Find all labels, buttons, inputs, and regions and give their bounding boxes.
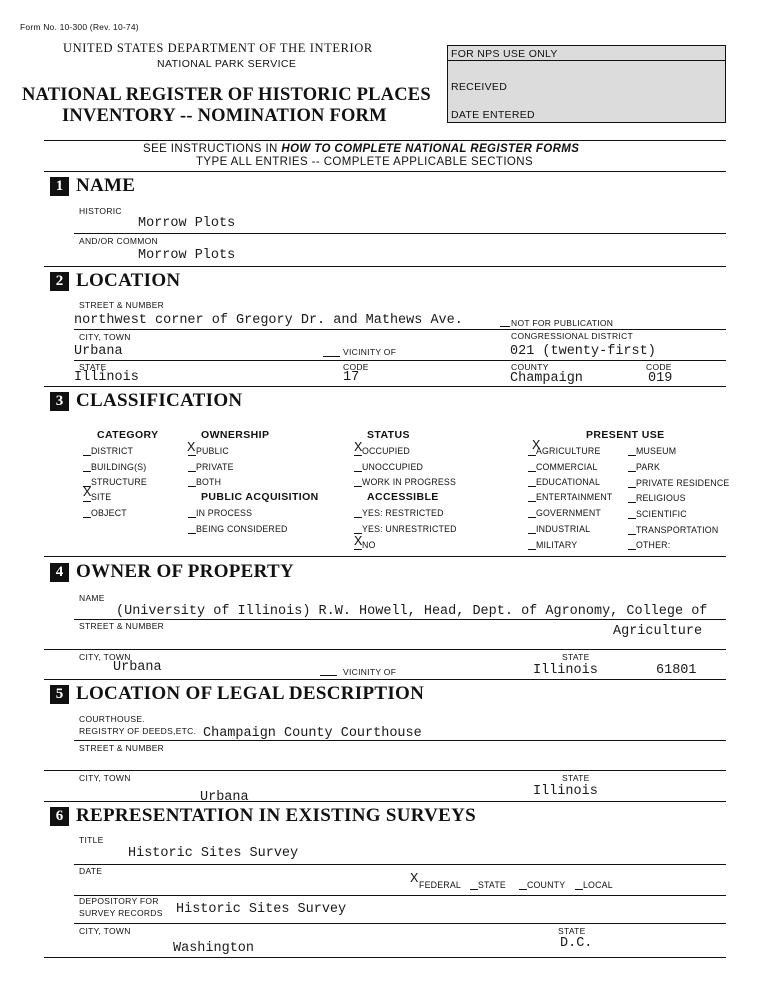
use-industrial[interactable] bbox=[528, 524, 590, 534]
use-military[interactable] bbox=[528, 540, 577, 550]
status-unoccupied-label: UNOCCUPIED bbox=[361, 462, 424, 472]
state-label: STATE bbox=[79, 362, 107, 372]
accessible-no[interactable] bbox=[354, 540, 376, 550]
common-name-value: Morrow Plots bbox=[138, 248, 236, 263]
use-entertainment[interactable] bbox=[528, 492, 613, 502]
accessible-yes-unrestricted[interactable] bbox=[354, 524, 457, 534]
vicinity-label: VICINITY OF bbox=[343, 347, 397, 357]
legal-city-value: Urbana bbox=[200, 790, 249, 805]
nps-box-divider bbox=[447, 60, 726, 61]
use-agriculture-checkmark: X bbox=[532, 438, 541, 454]
status-heading: STATUS bbox=[367, 429, 410, 441]
ownership-public-label: PUBLIC bbox=[195, 446, 229, 456]
section5-rule bbox=[44, 679, 726, 680]
instructions-line1 bbox=[143, 143, 579, 155]
survey-state[interactable] bbox=[470, 880, 506, 890]
depository-value: Historic Sites Survey bbox=[176, 902, 347, 917]
survey-state-label: STATE bbox=[477, 880, 506, 890]
instructions-line1-text: SEE INSTRUCTIONS IN bbox=[143, 143, 282, 155]
depository-label-line2: SURVEY RECORDS bbox=[79, 908, 163, 918]
category-structure-label: STRUCTURE bbox=[90, 477, 147, 487]
use-other-label: OTHER: bbox=[635, 540, 671, 550]
use-industrial-label: INDUSTRIAL bbox=[535, 524, 591, 534]
ownership-both-label: BOTH bbox=[195, 477, 222, 487]
courthouse-value: Champaign County Courthouse bbox=[203, 726, 422, 741]
section4-title: OWNER OF PROPERTY bbox=[76, 561, 295, 582]
legal-street-label: STREET & NUMBER bbox=[79, 743, 165, 753]
section6-rule bbox=[44, 801, 726, 802]
section4-rule bbox=[44, 556, 726, 557]
acquisition-in-process[interactable] bbox=[188, 508, 252, 518]
instructions-line1-emphasis: HOW TO COMPLETE NATIONAL REGISTER FORMS bbox=[281, 143, 580, 155]
county-code-label: CODE bbox=[646, 362, 672, 372]
street-number-label: STREET & NUMBER bbox=[79, 300, 165, 310]
use-entertainment-label: ENTERTAINMENT bbox=[535, 492, 613, 502]
accessible-heading: ACCESSIBLE bbox=[367, 491, 439, 503]
use-transportation[interactable] bbox=[628, 525, 718, 535]
historic-name-value: Morrow Plots bbox=[138, 216, 236, 231]
use-religious-label: RELIGIOUS bbox=[635, 493, 686, 503]
status-occupied-checkmark: X bbox=[354, 440, 363, 456]
category-site-checkmark: X bbox=[83, 485, 92, 501]
depository-label-line1: DEPOSITORY FOR bbox=[79, 896, 159, 906]
survey-city-label: CITY, TOWN bbox=[79, 926, 131, 936]
city-underline bbox=[74, 360, 726, 361]
owner-vicinity-blank bbox=[320, 675, 337, 676]
form-title-line2: INVENTORY -- NOMINATION FORM bbox=[62, 106, 387, 126]
department-name: UNITED STATES DEPARTMENT OF THE INTERIOR bbox=[63, 41, 373, 55]
owner-name-underline bbox=[74, 619, 726, 620]
owner-state-value: Illinois bbox=[533, 663, 598, 678]
nps-received-label: RECEIVED bbox=[451, 81, 508, 93]
section6-number: 6 bbox=[50, 807, 69, 826]
section1-number: 1 bbox=[50, 177, 69, 196]
acquisition-being-considered-label: BEING CONSIDERED bbox=[195, 524, 288, 534]
county-label: COUNTY bbox=[511, 362, 549, 372]
service-name: NATIONAL PARK SERVICE bbox=[157, 58, 297, 70]
acquisition-being-considered[interactable] bbox=[188, 524, 288, 534]
survey-state-value: D.C. bbox=[560, 936, 593, 951]
form-number: Form No. 10-300 (Rev. 10-74) bbox=[20, 22, 139, 32]
not-for-publication-label: NOT FOR PUBLICATION bbox=[511, 318, 614, 328]
use-other[interactable] bbox=[628, 540, 670, 550]
survey-title-label: TITLE bbox=[79, 835, 104, 845]
status-work-in-progress-label: WORK IN PROGRESS bbox=[361, 477, 457, 487]
historic-label: HISTORIC bbox=[79, 206, 122, 216]
congressional-district-label: CONGRESSIONAL DISTRICT bbox=[511, 331, 633, 341]
survey-local-label: LOCAL bbox=[582, 880, 613, 890]
use-commercial[interactable] bbox=[528, 462, 598, 472]
status-unoccupied[interactable] bbox=[354, 462, 423, 472]
city-value: Urbana bbox=[74, 344, 123, 359]
category-site[interactable] bbox=[83, 492, 111, 502]
use-government-label: GOVERNMENT bbox=[535, 508, 601, 518]
depository-underline bbox=[74, 923, 726, 924]
survey-title-value: Historic Sites Survey bbox=[128, 846, 299, 861]
use-private-residence[interactable] bbox=[628, 478, 729, 488]
use-agriculture[interactable] bbox=[528, 446, 601, 456]
accessible-no-label: NO bbox=[361, 540, 376, 550]
nps-box-title: FOR NPS USE ONLY bbox=[451, 48, 558, 60]
section5-number: 5 bbox=[50, 685, 69, 704]
category-district-label: DISTRICT bbox=[90, 446, 134, 456]
instructions-top-rule bbox=[44, 140, 726, 141]
ownership-private-label: PRIVATE bbox=[195, 462, 234, 472]
section3-rule bbox=[44, 386, 726, 387]
registry-label: REGISTRY OF DEEDS,ETC. bbox=[79, 726, 197, 736]
use-scientific-label: SCIENTIFIC bbox=[635, 509, 687, 519]
ownership-public-checkmark: X bbox=[187, 440, 196, 456]
owner-vicinity-label: VICINITY OF bbox=[343, 667, 397, 677]
survey-local[interactable] bbox=[575, 880, 613, 890]
state-code-label: CODE bbox=[343, 362, 369, 372]
use-military-label: MILITARY bbox=[535, 540, 578, 550]
congressional-district-value: 021 (twenty-first) bbox=[510, 344, 656, 359]
use-scientific[interactable] bbox=[628, 509, 687, 519]
owner-city-label: CITY, TOWN bbox=[79, 652, 131, 662]
section5-title: LOCATION OF LEGAL DESCRIPTION bbox=[76, 683, 425, 704]
owner-street-value: Agriculture bbox=[613, 624, 703, 639]
street-address-value: northwest corner of Gregory Dr. and Mathews Ave. bbox=[74, 313, 463, 328]
survey-city-value: Washington bbox=[173, 941, 255, 956]
section1-rule bbox=[44, 171, 726, 172]
use-educational[interactable] bbox=[528, 477, 600, 487]
status-work-in-progress[interactable] bbox=[354, 477, 456, 487]
category-buildings[interactable] bbox=[83, 462, 146, 472]
section2-rule bbox=[44, 266, 726, 267]
vicinity-blank bbox=[323, 356, 340, 357]
survey-title-underline bbox=[74, 864, 726, 865]
use-religious[interactable] bbox=[628, 493, 686, 503]
form-title-line1: NATIONAL REGISTER OF HISTORIC PLACES bbox=[22, 85, 431, 105]
use-private-residence-label: PRIVATE RESIDENCE bbox=[635, 478, 730, 488]
historic-underline bbox=[74, 233, 726, 234]
owner-name-label: NAME bbox=[79, 593, 105, 603]
owner-street-underline bbox=[44, 649, 726, 650]
owner-state-label: STATE bbox=[562, 652, 590, 662]
use-museum-label: MUSEUM bbox=[635, 446, 677, 456]
category-heading: CATEGORY bbox=[97, 429, 159, 441]
ownership-private[interactable] bbox=[188, 462, 234, 472]
ownership-heading: OWNERSHIP bbox=[201, 429, 270, 441]
status-occupied[interactable] bbox=[354, 446, 410, 456]
category-district[interactable] bbox=[83, 446, 133, 456]
category-structure[interactable] bbox=[83, 477, 147, 487]
use-educational-label: EDUCATIONAL bbox=[535, 477, 601, 487]
courthouse-underline bbox=[74, 740, 726, 741]
survey-federal[interactable]: FEDERAL bbox=[419, 880, 461, 890]
use-transportation-label: TRANSPORTATION bbox=[635, 525, 719, 535]
accessible-no-checkmark: X bbox=[354, 534, 363, 550]
nps-date-entered-label: DATE ENTERED bbox=[451, 109, 535, 121]
use-park-label: PARK bbox=[635, 462, 661, 472]
survey-county[interactable] bbox=[519, 880, 565, 890]
owner-city-value: Urbana bbox=[113, 660, 162, 675]
legal-state-value: Illinois bbox=[533, 784, 598, 799]
state-value: Illinois bbox=[74, 370, 139, 385]
survey-date-label: DATE bbox=[79, 866, 103, 876]
instructions-line2: TYPE ALL ENTRIES -- COMPLETE APPLICABLE SECTIONS bbox=[196, 156, 534, 168]
street-underline bbox=[74, 329, 726, 330]
survey-county-label: COUNTY bbox=[526, 880, 566, 890]
ownership-both[interactable] bbox=[188, 477, 221, 487]
use-commercial-label: COMMERCIAL bbox=[535, 462, 598, 472]
federal-checkmark: X bbox=[410, 871, 419, 887]
owner-zip-value: 61801 bbox=[656, 663, 697, 678]
status-occupied-label: OCCUPIED bbox=[361, 446, 410, 456]
section1-title: NAME bbox=[76, 175, 136, 196]
category-buildings-label: BUILDING(S) bbox=[90, 462, 147, 472]
accessible-yes-restricted[interactable] bbox=[354, 508, 444, 518]
use-government[interactable] bbox=[528, 508, 601, 518]
acquisition-in-process-label: IN PROCESS bbox=[195, 508, 253, 518]
accessible-yes-restricted-label: YES: RESTRICTED bbox=[361, 508, 444, 518]
category-object[interactable] bbox=[83, 508, 127, 518]
present-use-heading: PRESENT USE bbox=[586, 429, 665, 441]
use-agriculture-label: AGRICULTURE bbox=[535, 446, 601, 456]
nps-use-only-box bbox=[447, 45, 726, 123]
survey-state-label: STATE bbox=[558, 926, 586, 936]
use-museum[interactable] bbox=[628, 446, 676, 456]
section3-title: CLASSIFICATION bbox=[76, 390, 243, 411]
use-park[interactable] bbox=[628, 462, 660, 472]
county-value: Champaign bbox=[510, 371, 583, 386]
not-for-publication-blank bbox=[500, 326, 510, 327]
public-acquisition-heading: PUBLIC ACQUISITION bbox=[201, 491, 319, 503]
owner-name-value: (University of Illinois) R.W. Howell, Head, Dept. of Agronomy, College of bbox=[116, 604, 708, 619]
section4-number: 4 bbox=[50, 563, 69, 582]
category-object-label: OBJECT bbox=[90, 508, 127, 518]
ownership-public[interactable] bbox=[188, 446, 229, 456]
section2-title: LOCATION bbox=[76, 270, 181, 291]
legal-city-label: CITY, TOWN bbox=[79, 773, 131, 783]
category-site-label: SITE bbox=[90, 492, 112, 502]
section6-title: REPRESENTATION IN EXISTING SURVEYS bbox=[76, 805, 477, 826]
city-town-label: CITY, TOWN bbox=[79, 332, 131, 342]
accessible-yes-unrestricted-label: YES: UNRESTRICTED bbox=[361, 524, 457, 534]
legal-state-label: STATE bbox=[562, 773, 590, 783]
section3-number: 3 bbox=[50, 392, 69, 411]
section2-number: 2 bbox=[50, 272, 69, 291]
county-code-value: 019 bbox=[648, 371, 673, 386]
form-bottom-rule bbox=[44, 957, 726, 958]
courthouse-label: COURTHOUSE. bbox=[79, 714, 145, 724]
survey-date-underline bbox=[74, 895, 726, 896]
common-name-label: AND/OR COMMON bbox=[79, 236, 158, 246]
state-code-value: 17 bbox=[343, 370, 360, 385]
legal-street-underline bbox=[44, 770, 726, 771]
owner-street-label: STREET & NUMBER bbox=[79, 621, 165, 631]
